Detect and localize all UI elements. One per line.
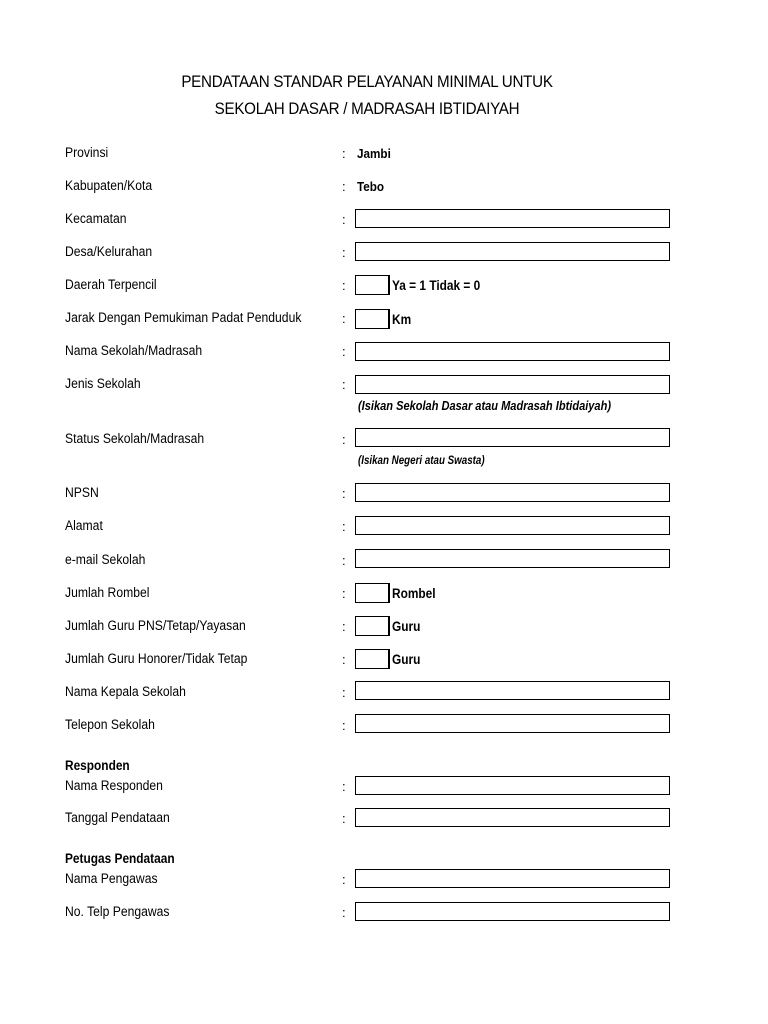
- guru-pns-label: Jumlah Guru PNS/Tetap/Yayasan: [65, 618, 246, 633]
- nama-responden-colon: :: [342, 779, 346, 794]
- guru-pns-unit: Guru: [392, 619, 421, 634]
- document-title-line2: SEKOLAH DASAR / MADRASAH IBTIDAIYAH: [214, 100, 520, 118]
- nama-pengawas-colon: :: [342, 872, 346, 887]
- guru-pns-field[interactable]: [355, 616, 390, 636]
- npsn-colon: :: [342, 486, 346, 501]
- rombel-colon: :: [342, 586, 346, 601]
- nama-sekolah-colon: :: [342, 344, 346, 359]
- telp-pengawas-field[interactable]: [355, 902, 670, 921]
- kabupaten-colon: :: [342, 179, 346, 194]
- guru-pns-colon: :: [342, 619, 346, 634]
- jenis-sekolah-colon: :: [342, 377, 346, 392]
- responden-heading: Responden: [65, 758, 130, 773]
- rombel-label: Jumlah Rombel: [65, 585, 150, 600]
- alamat-field[interactable]: [355, 516, 670, 535]
- status-sekolah-field[interactable]: [355, 428, 670, 447]
- jarak-colon: :: [342, 311, 346, 326]
- provinsi-value: Jambi: [357, 146, 391, 161]
- guru-honorer-label: Jumlah Guru Honorer/Tidak Tetap: [65, 651, 248, 666]
- kepala-sekolah-field[interactable]: [355, 681, 670, 700]
- jenis-sekolah-field[interactable]: [355, 375, 670, 394]
- jenis-sekolah-label: Jenis Sekolah: [65, 376, 141, 391]
- status-sekolah-note: (Isikan Negeri atau Swasta): [358, 455, 485, 467]
- guru-honorer-colon: :: [342, 652, 346, 667]
- telp-pengawas-colon: :: [342, 905, 346, 920]
- telepon-label: Telepon Sekolah: [65, 717, 155, 732]
- telepon-colon: :: [342, 718, 346, 733]
- npsn-label: NPSN: [65, 485, 99, 500]
- tanggal-pendataan-label: Tanggal Pendataan: [65, 810, 170, 825]
- desa-colon: :: [342, 245, 346, 260]
- jarak-unit: Km: [392, 312, 412, 327]
- kecamatan-field[interactable]: [355, 209, 670, 228]
- nama-sekolah-label: Nama Sekolah/Madrasah: [65, 343, 203, 358]
- petugas-heading: Petugas Pendataan: [65, 851, 175, 866]
- daerah-terpencil-hint: Ya = 1 Tidak = 0: [392, 278, 481, 293]
- jenis-sekolah-note: (Isikan Sekolah Dasar atau Madrasah Ibtidaiyah): [358, 398, 612, 413]
- daerah-terpencil-label: Daerah Terpencil: [65, 277, 157, 292]
- alamat-label: Alamat: [65, 518, 103, 533]
- kepala-sekolah-colon: :: [342, 685, 346, 700]
- npsn-field[interactable]: [355, 483, 670, 502]
- daerah-terpencil-colon: :: [342, 278, 346, 293]
- kabupaten-value: Tebo: [357, 179, 385, 194]
- kepala-sekolah-label: Nama Kepala Sekolah: [65, 684, 186, 699]
- nama-responden-field[interactable]: [355, 776, 670, 795]
- guru-honorer-unit: Guru: [392, 652, 421, 667]
- desa-field[interactable]: [355, 242, 670, 261]
- nama-responden-label: Nama Responden: [65, 778, 163, 793]
- alamat-colon: :: [342, 519, 346, 534]
- nama-pengawas-field[interactable]: [355, 869, 670, 888]
- rombel-unit: Rombel: [392, 586, 436, 601]
- nama-sekolah-field[interactable]: [355, 342, 670, 361]
- desa-label: Desa/Kelurahan: [65, 244, 153, 259]
- kabupaten-label: Kabupaten/Kota: [65, 178, 153, 193]
- jarak-label: Jarak Dengan Pemukiman Padat Penduduk: [65, 310, 302, 325]
- guru-honorer-field[interactable]: [355, 649, 390, 669]
- rombel-field[interactable]: [355, 583, 390, 603]
- telepon-field[interactable]: [355, 714, 670, 733]
- daerah-terpencil-field[interactable]: [355, 275, 390, 295]
- kecamatan-label: Kecamatan: [65, 211, 127, 226]
- provinsi-colon: :: [342, 146, 346, 161]
- kecamatan-colon: :: [342, 212, 346, 227]
- document-title-line1: PENDATAAN STANDAR PELAYANAN MINIMAL UNTUK: [181, 73, 553, 91]
- status-sekolah-label: Status Sekolah/Madrasah: [65, 431, 205, 446]
- email-colon: :: [342, 553, 346, 568]
- status-sekolah-colon: :: [342, 432, 346, 447]
- telp-pengawas-label: No. Telp Pengawas: [65, 904, 170, 919]
- email-field[interactable]: [355, 549, 670, 568]
- provinsi-label: Provinsi: [65, 145, 109, 160]
- tanggal-pendataan-colon: :: [342, 811, 346, 826]
- jarak-field[interactable]: [355, 309, 390, 329]
- nama-pengawas-label: Nama Pengawas: [65, 871, 158, 886]
- tanggal-pendataan-field[interactable]: [355, 808, 670, 827]
- email-label: e-mail Sekolah: [65, 552, 146, 567]
